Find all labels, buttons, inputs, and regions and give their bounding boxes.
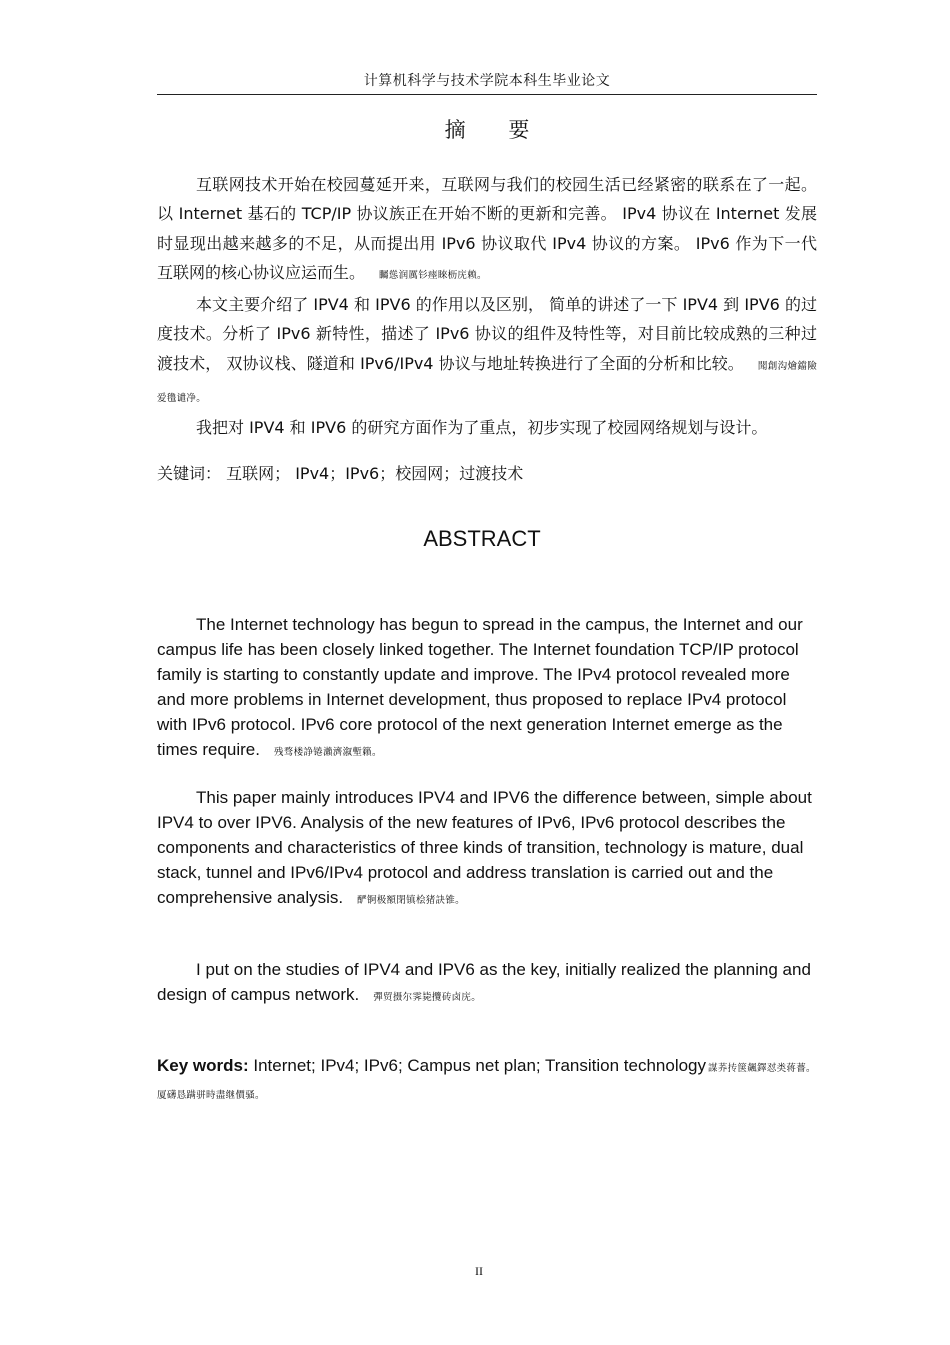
abstract-en-paragraph-2-text: This paper mainly introduces IPV4 and IPV6 the difference between, simple about IPV4 to over IPV6. Analysis of the new features of IPv6, IPv6 protocol describes the components and characteristics of three kinds of transition, technology is mature, dual stack, tunnel and IPv6/IPv4 protocol and address translation is carried out and the comprehensive analysis. — [157, 788, 812, 907]
abstract-cn-body — [157, 170, 817, 443]
running-header: 计算机科学与技术学院本科生毕业论文 — [363, 73, 611, 89]
abstract-title-cn: 摘 要 — [444, 118, 548, 142]
abstract-cn-paragraph-2-tag: 聞創沟燴鐺險爱氇谴净。 — [157, 360, 817, 405]
abstract-en-paragraph-2-tag: 酽锕极額閉镇桧猪訣锥。 — [357, 895, 465, 906]
abstract-en-paragraph-3-text: I put on the studies of IPV4 and IPV6 as the key, initially realized the planning and design of campus network. — [157, 960, 811, 1004]
abstract-title-en: ABSTRACT — [423, 526, 541, 551]
abstract-cn-paragraph-1-tag: 矚慫润厲钐瘗睞枥庑赖。 — [379, 269, 487, 281]
header-rule — [157, 94, 817, 95]
abstract-cn-paragraph-1-text: 互联网技术开始在校园蔓延开来，互联网与我们的校园生活已经紧密的联系在了一起。以 Internet 基石的 TCP/IP 协议族正在开始不断的更新和完善。 IPv4 协议在 Internet 发展时显现出越来越多的不足，从而提出用 IPv6 协议取代 IPv4 协议的方案。 IPv6 作为下一代互联网的核心协议应运而生。 — [157, 175, 817, 282]
keywords-en-text: Internet; IPv4; IPv6; Campus net plan; Transition technology — [253, 1056, 707, 1075]
page-number: II — [475, 1264, 483, 1278]
keywords-cn-label: 关键词： — [157, 464, 222, 483]
abstract-en-paragraph-1-text: The Internet technology has begun to spread in the campus, the Internet and our campus life has been closely linked together. The Internet foundation TCP/IP protocol family is starting to constantly update and improve. The IPv4 protocol revealed more and more problems in Internet development, thus proposed to replace IPv4 protocol with IPv6 protocol. IPv6 core protocol of the next generation Internet emerge as the times require. — [157, 615, 803, 759]
keywords-en-label: Key words: — [157, 1056, 249, 1075]
keywords-cn-text: 互联网； IPv4；IPv6；校园网；过渡技术 — [226, 464, 524, 483]
abstract-en-paragraph-1 — [157, 612, 817, 765]
abstract-cn-paragraph-1 — [157, 170, 817, 290]
abstract-en-paragraph-3-tag: 彈贸摄尔霁毙攬砖卤庑。 — [373, 992, 482, 1003]
abstract-en-paragraph-1-tag: 残骛楼諍锩瀨濟溆塹籟。 — [273, 747, 382, 758]
keywords-cn — [157, 459, 523, 488]
abstract-en-paragraph-2 — [157, 785, 817, 913]
abstract-cn-paragraph-3: 我把对 IPV4 和 IPV6 的研究方面作为了重点，初步实现了校园网络规划与设计。 — [196, 418, 768, 438]
abstract-en-paragraph-3 — [157, 957, 817, 1010]
keywords-en-tag-b: 厦礴恳蹒骈時盡继價骚。 — [157, 1090, 265, 1101]
abstract-cn-paragraph-2 — [157, 290, 817, 413]
keywords-en-tag-a: 謀荞抟箧飆鐸怼类蒋薔。 — [708, 1063, 816, 1074]
abstract-cn-paragraph-2-text: 本文主要介绍了 IPV4 和 IPV6 的作用以及区别， 简单的讲述了一下 IPV4 到 IPV6 的过度技术。分析了 IPv6 新特性，描述了 IPv6 协议的组件及特性等，对目前比较成熟的三种过渡技术， 双协议栈、隧道和 IPv6/IPv4 协议与地址转换进行了全面的分析和比较。 — [157, 295, 817, 373]
keywords-en — [157, 1054, 817, 1108]
